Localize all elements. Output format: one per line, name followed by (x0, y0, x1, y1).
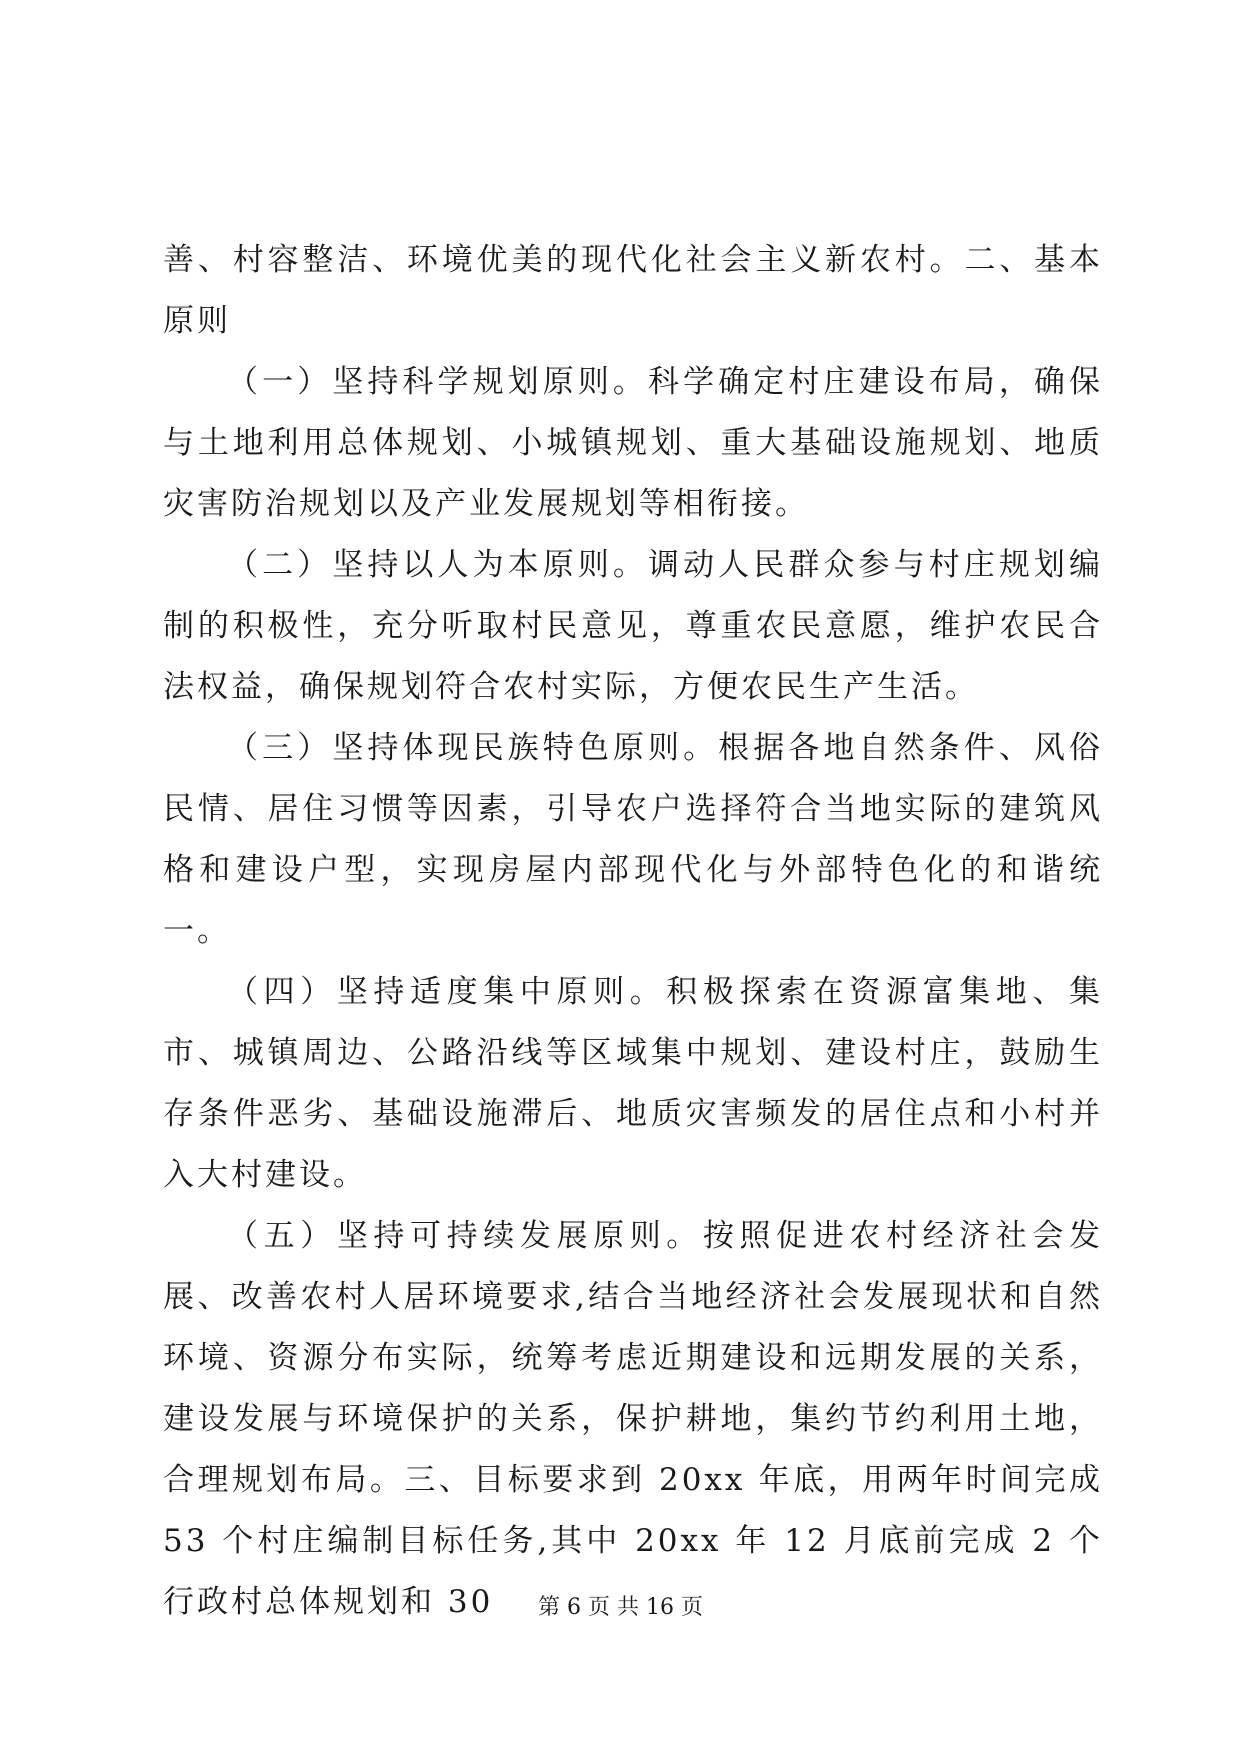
paragraph-principle-5: （五）坚持可持续发展原则。按照促进农村经济社会发展、改善农村人居环境要求,结合当地经济社会发展现状和自然环境、资源分布实际，统筹考虑近期建设和远期发展的关系，建设发展与环境保护的关系，保护耕地，集约节约利用土地，合理规划布局。三、目标要求到 20xx 年底，用两年时间完成 53 个村庄编制目标任务,其中 20xx 年 12 月底前完成 2 个行政村总体规划和 30 (163, 1218, 1103, 1620)
paragraph-principle-3: （三）坚持体现民族特色原则。根据各地自然条件、风俗民情、居住习惯等因素，引导农户选择符合当地实际的建筑风格和建设户型，实现房屋内部现代化与外部特色化的和谐统一。 (163, 730, 1103, 949)
paragraph-principle-1: （一）坚持科学规划原则。科学确定村庄建设布局，确保与土地利用总体规划、小城镇规划、重大基础设施规划、地质灾害防治规划以及产业发展规划等相衔接。 (163, 364, 1103, 522)
document-body (163, 230, 1103, 1633)
paragraph-intro: 善、村容整洁、环境优美的现代化社会主义新农村。二、基本原则 (163, 242, 1103, 339)
paragraph-principle-4: （四）坚持适度集中原则。积极探索在资源富集地、集市、城镇周边、公路沿线等区域集中规划、建设村庄，鼓励生存条件恶劣、基础设施滞后、地质灾害频发的居住点和小村并入大村建设。 (163, 974, 1103, 1193)
paragraph-principle-2: （二）坚持以人为本原则。调动人民群众参与村庄规划编制的积极性，充分听取村民意见，尊重农民意愿，维护农民合法权益，确保规划符合农村实际，方便农民生产生活。 (163, 547, 1103, 705)
page-number-footer: 第 6 页 共 16 页 (538, 1595, 703, 1620)
